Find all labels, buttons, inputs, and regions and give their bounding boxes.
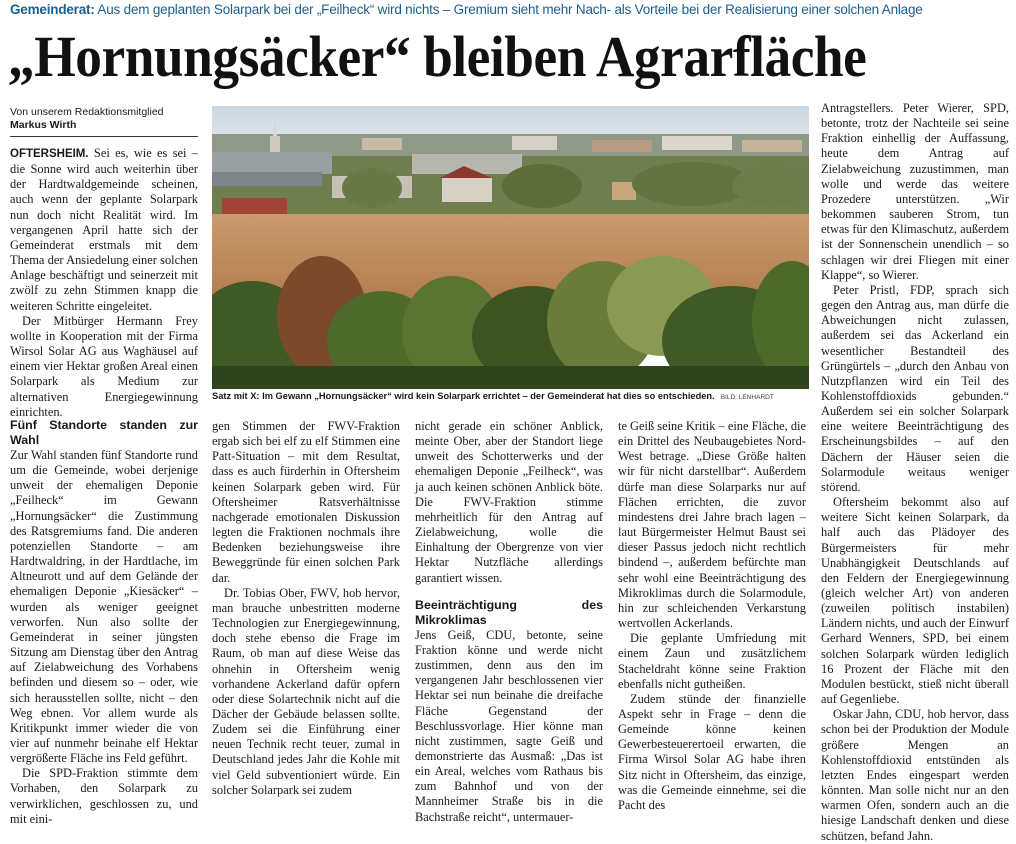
photo-credit: BILD: LENHARDT <box>720 394 774 401</box>
dateline: OFTERSHEIM. <box>10 148 89 160</box>
col5-paragraph-1: Antragstellers. Peter Wierer, SPD, betonte, trotz der Nachteile sei seine Fraktion einhellig der Auffassung, heute dem Antrag auf Zielabweichung zuzustimmen, man wolle und werde das weitere Prozedere unterstützen. „Wir bekommen sauberen Strom, tun etwas für den Klimaschutz, außerdem ist der Sonnenschein unendlich – so schlagen wir drei Fliegen mit einer Klappe“, so Wierer. <box>821 101 1009 282</box>
byline <box>10 106 200 132</box>
column-4 <box>618 419 806 813</box>
col2-paragraph-1: gen Stimmen der FWV-Fraktion ergab sich bei elf zu elf Stimmen eine Patt-Situation – mit dem Resultat, dass es auch fürderhin in Oftersheim keinen Solarpark geben wird. Für Oftersheimer Ratsverhältnisse nachgerade emotionalen Diskussion legten die Fraktionen nochmals ihre Bedenken beziehungsweise ihre Beweggründe für einen solchen Park dar. <box>212 419 400 585</box>
field-landscape-image <box>212 106 809 389</box>
kicker-line <box>10 2 1010 17</box>
col5-paragraph-4: Oskar Jahn, CDU, hob hervor, dass schon bei der Produktion der Module größere Mengen an Kohlenstoffdioxid entstünden als letzten Endes eingespart werden könnten. Man solle nicht nur an den warmen Ofen, sondern auch an die hiesige Landschaft denken und diese schützen, befand Jahn. <box>821 707 1009 843</box>
column-1-bottom <box>10 416 198 827</box>
byline-rule <box>10 136 198 137</box>
column-1-top <box>10 146 198 420</box>
kicker-lead: Gemeinderat: <box>10 2 95 17</box>
col1-paragraph-1: Sei es, wie es sei – die Sonne wird auch weiterhin über der Hardtwaldgemeinde scheinen, auch wenn der geplante Solarpark nun doch nicht Realität wird. Im vergangenen April hatte sich der Gemeinderat erstmals mit dem Thema der Ansiedelung einer solchen Anlage beschäftigt und seinerzeit mit zwölf zu zehn Stimmen knapp die weiteren Schritte eingeleitet. <box>10 146 198 313</box>
article-photo <box>212 106 809 389</box>
column-2 <box>212 419 400 798</box>
byline-author: Markus Wirth <box>10 119 77 131</box>
col3-paragraph-2: Jens Geiß, CDU, betonte, seine Fraktion könne und werde nicht zustimmen, denn aus den im vergangenen Jahr beschlossenen vier Hektar sei nun beinahe die dreifache Fläche Gegenstand der Beschlussvorlage. Hier könne man nicht zustimmen, sagte Geiß und demonstrierte das Ausmaß: „Das ist ein Areal, welches vom Rathaus bis zum Bahnhof und von der Mannheimer Straße bis in die Bachstraße reicht“, untermauer- <box>415 627 603 824</box>
subheading-mikroklima: Beeinträchtigung des Mikroklimas <box>415 597 603 627</box>
byline-intro: Von unserem Redaktionsmitglied <box>10 106 164 118</box>
col1b-paragraph-1: Zur Wahl standen fünf Standorte rund um die Gemeinde, wobei derjenige unweit der ehemaligen Deponie „Feilheck“ im Gewann „Hornungsäcker“ die Zustimmung des Ratsgremiums fand. Die anderen potenziellen Standorte – am Hardtwaldring, in der Hardtlache, im Altneurott und auf dem Gelände der ehemaligen Deponie „Kiesäcker“ – wurden als weniger geeignet verworfen. Nun also sollte der Gemeinderat in seiner jüngsten Sitzung am Dienstag über den Antrag auf Zielabweichung des Vorhabens befinden und diesem so – oder, wie sich herausstellen sollte, nicht – den Weg ebnen. Vor allem wurde als Kritikpunkt immer wieder die von vier auf nunmehr beinahe elf Hektar vergrößerte Fläche ins Feld geführt. <box>10 448 198 766</box>
caption-text: Satz mit X: Im Gewann „Hornungsäcker“ wird kein Solarpark errichtet – der Gemeinderat hat dies so entschieden. <box>212 391 715 401</box>
col1b-paragraph-2: Die SPD-Fraktion stimmte dem Vorhaben, den Solarpark zu verwirklichen, geschlossen zu, und mit eini- <box>10 766 198 826</box>
col3-paragraph-1: nicht gerade ein schöner Anblick, meinte Ober, aber der Standort liege unweit des Schotterwerks und der ehemaligen Deponie „Feilheck“, was ja auch keinen schönen Anblick böte. Die FWV-Fraktion stimme mehrheitlich für den Antrag auf Zielabweichung, wolle die Einhaltung der Obergrenze von vier Hektar Nutzfläche allerdings garantiert wissen. <box>415 419 603 585</box>
column-3 <box>415 419 603 825</box>
subheading-standorte: Fünf Standorte standen zur Wahl <box>10 418 198 447</box>
headline: „Hornungsäcker“ bleiben Agrarfläche <box>8 24 867 89</box>
col5-paragraph-2: Peter Pristl, FDP, sprach sich gegen den Antrag aus, man dürfe die Abweichungen nicht zulassen, außerdem sei das Ackerland ein wesentlicher Bestandteil des Grüngürtels – „durch den Anbau von Nutzpflanzen wird ein Teil des Kohlenstoffdioxids gebunden.“ Außerdem sei ein solcher Solarpark eine weitere Beeinträchtigung des Erscheinungsbildes – auf den Dächern der Häuser seien die Solarmodule weitaus weniger störend. <box>821 282 1009 494</box>
photo-caption <box>212 391 809 401</box>
col1-paragraph-2: Der Mitbürger Hermann Frey wollte in Kooperation mit der Firma Wirsol Solar AG aus Waghäusel auf einem vier Hektar großen Areal einen Solarpark als Medium zur alternativen Energiegewinnung einrichten. <box>10 313 198 419</box>
column-5 <box>821 101 1009 844</box>
col5-paragraph-3: Oftersheim bekommt also auf weitere Sicht keinen Solarpark, da half auch das Plädoyer des Bürgermeisters für mehr Unabhängigkeit Deutschlands auf den Feldern der Energiegewinnung (gleich welcher Art) von anderen (zuweilen politisch instabilen) Ländern nichts, und auch der Einwurf Gerhard Wenners, SPD, bei einem solchen Solarpark würden lediglich 16 Prozent der Fläche mit den Modulen bestückt, stieß nicht überall auf Gegenliebe. <box>821 495 1009 707</box>
col4-paragraph-1: te Geiß seine Kritik – eine Fläche, die ein Drittel des Neubaugebietes Nord-West betrage. „Diese Größe halten wir für nicht darstellbar“. Außerdem dürfe man diese Solarparks nur auf Flächen errichten, die zuvor mindestens drei Jahre brach lagen – laut Bürgermeister Helmut Baust sei dieser Passus jedoch nicht rechtlich bindend –, außerdem befürchte man sehr wohl eine Beeinträchtigung des Mikroklimas durch die Solarmodule, hin zur schleichenden Verkarstung wertvollen Ackerlands. <box>618 419 806 631</box>
col4-paragraph-3: Zudem stünde der finanzielle Aspekt sehr in Frage – denn die Gemeinde könne keinen Gewerbesteuerertoeil erwarten, die Firma Wirsol Solar AG habe ihren Sitz nicht in Oftersheim, das einzige, was die Gemeinde einnehme, sei die Pacht des <box>618 691 806 812</box>
col4-paragraph-2: Die geplante Umfriedung mit einem Zaun und zusätzlichem Stacheldraht könne seine Fraktion ebenfalls nicht gutheißen. <box>618 631 806 691</box>
kicker-text: Aus dem geplanten Solarpark bei der „Feilheck“ wird nichts – Gremium sieht mehr Nach- als Vorteile bei der Realisierung einer solchen Anlage <box>94 2 923 17</box>
col2-paragraph-2: Dr. Tobias Ober, FWV, hob hervor, man brauche unbestritten moderne Technologien zur Energiegewinnung, doch stehe ebenso die Frage im Raum, ob man auf diese Weise das ohnehin in Oftersheim wenig vorhandene Ackerland dafür opfern oder diese Solartechnik nicht auf die Dächer der Gebäude belassen sollte. Zudem sei die Einführung einer neuen Technik recht teuer, zumal in Deutschland jedes Jahr die Kohle mit viel Geld subventioniert würde. Ein solcher Solarpark sei zudem <box>212 585 400 797</box>
